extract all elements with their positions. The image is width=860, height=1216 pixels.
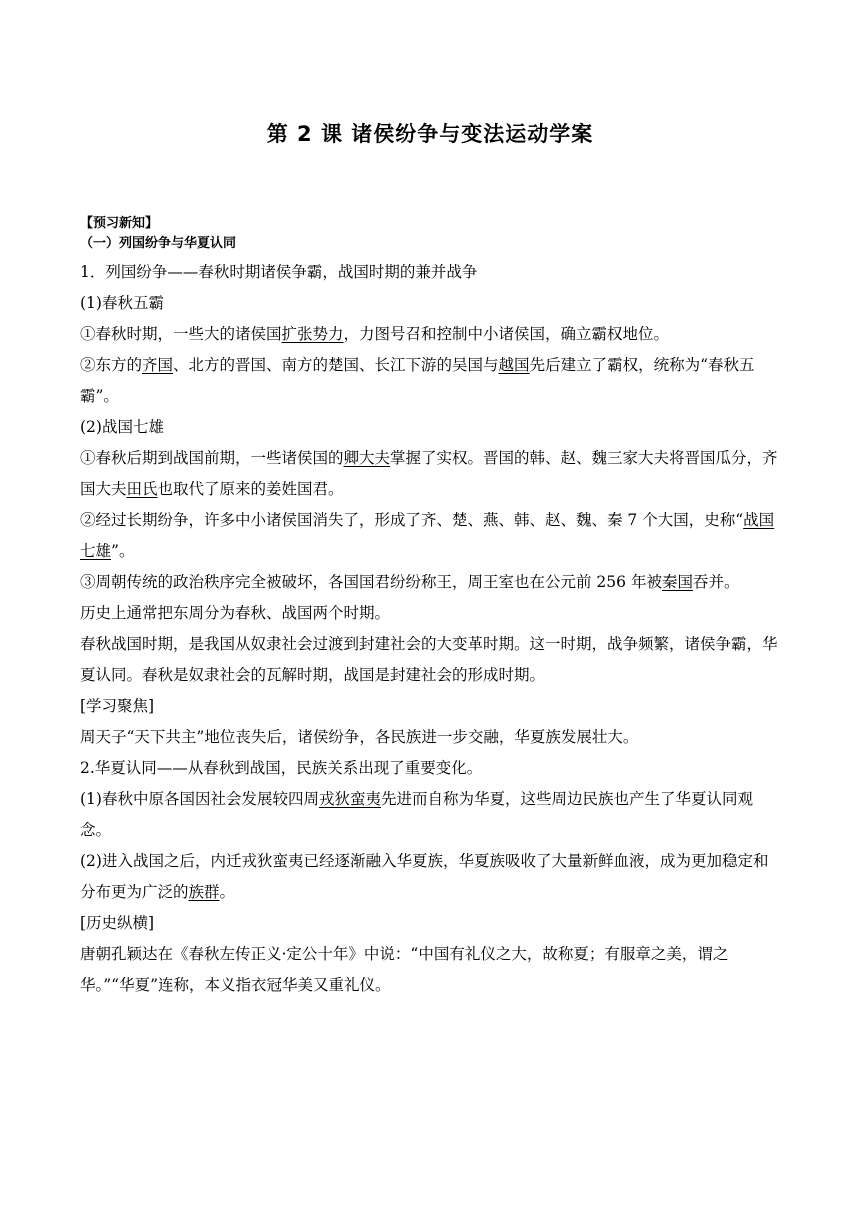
text-run: ②东方的 (80, 356, 143, 374)
document-body (80, 214, 780, 1001)
underlined-term: 戎狄蛮夷 (318, 790, 381, 808)
paragraph: 2.华夏认同——从春秋到战国，民族关系出现了重要变化。 (80, 759, 483, 777)
paragraph (80, 319, 780, 350)
text-run: 。 (219, 883, 236, 901)
underlined-term: 扩张势力 (281, 325, 344, 343)
paragraph (80, 846, 780, 908)
paragraph (80, 784, 780, 846)
underlined-term: 越国 (498, 356, 530, 374)
paragraph: 周天子“天下共主”地位丧失后，诸侯纷争，各民族进一步交融，华夏族发展壮大。 (80, 728, 639, 746)
paragraph: 春秋战国时期，是我国从奴隶社会过渡到封建社会的大变革时期。这一时期，战争频繁，诸侯争霸，华夏认同。春秋是奴隶社会的瓦解时期，战国是封建社会的形成时期。 (80, 635, 778, 684)
text-run: 掌握了实权。晋国的韩、赵、魏三家大夫将晋国瓜分，齐国大夫 (80, 449, 778, 498)
text-run: (2)进入战国之后，内迁戎狄蛮夷已经逐渐融入华夏族，华夏族吸收了大量新鲜血液，成为更加稳定和分布更为广泛的 (80, 852, 769, 901)
paragraph (80, 443, 780, 505)
page-title: 第 2 课 诸侯纷争与变法运动学案 (266, 122, 594, 146)
text-run: 吞并。 (692, 573, 740, 591)
paragraph (80, 350, 780, 412)
paragraph: (1)春秋五霸 (80, 294, 164, 312)
paragraph (80, 567, 780, 598)
paragraph: [历史纵横] (80, 914, 155, 932)
paragraph: 1．列国纷争——春秋时期诸侯争霸，战国时期的兼并战争 (80, 263, 478, 281)
paragraph (80, 505, 780, 567)
underlined-term: 战国七雄 (80, 511, 775, 560)
subsection-heading: （一）列国纷争与华夏认同 (80, 236, 237, 251)
text-run: 先后建立了霸权，统称为“春秋五霸”。 (80, 356, 755, 405)
text-run: (1)春秋中原各国因社会发展较四周 (80, 790, 319, 808)
text-run: ②经过长期纷争，许多中小诸侯国消失了，形成了齐、楚、燕、韩、赵、魏、秦 7 个大国，史称“ (80, 511, 744, 529)
paragraph: 唐朝孔颖达在《春秋左传正义·定公十年》中说：“中国有礼仪之大，故称夏；有服章之美，谓之华。”“华夏”连称，本义指衣冠华美又重礼仪。 (80, 945, 729, 994)
section-heading: 【预习新知】 (80, 216, 159, 231)
paragraph: [学习聚焦] (80, 697, 155, 715)
paragraph: 历史上通常把东周分为春秋、战国两个时期。 (80, 604, 391, 622)
text-run: ③周朝传统的政治秩序完全被破坏，各国国君纷纷称王，周王室也在公元前 256 年被 (80, 573, 662, 591)
underlined-term: 族群 (188, 883, 220, 901)
text-run: 、北方的晋国、南方的楚国、长江下游的吴国与 (173, 356, 499, 374)
text-run: 先进而自称为华夏，这些周边民族也产生了华夏认同观念。 (80, 790, 753, 839)
text-run: ①春秋后期到战国前期，一些诸侯国的 (80, 449, 344, 467)
paragraph: (2)战国七雄 (80, 418, 164, 436)
underlined-term: 齐国 (142, 356, 174, 374)
text-run: ，力图号召和控制中小诸侯国，确立霸权地位。 (343, 325, 670, 343)
text-run: 也取代了原来的姜姓国君。 (157, 480, 344, 498)
underlined-term: 秦国 (661, 573, 693, 591)
text-run: ”。 (111, 542, 135, 560)
underlined-term: 田氏 (126, 480, 158, 498)
text-run: ①春秋时期，一些大的诸侯国 (80, 325, 282, 343)
underlined-term: 卿大夫 (343, 449, 391, 467)
